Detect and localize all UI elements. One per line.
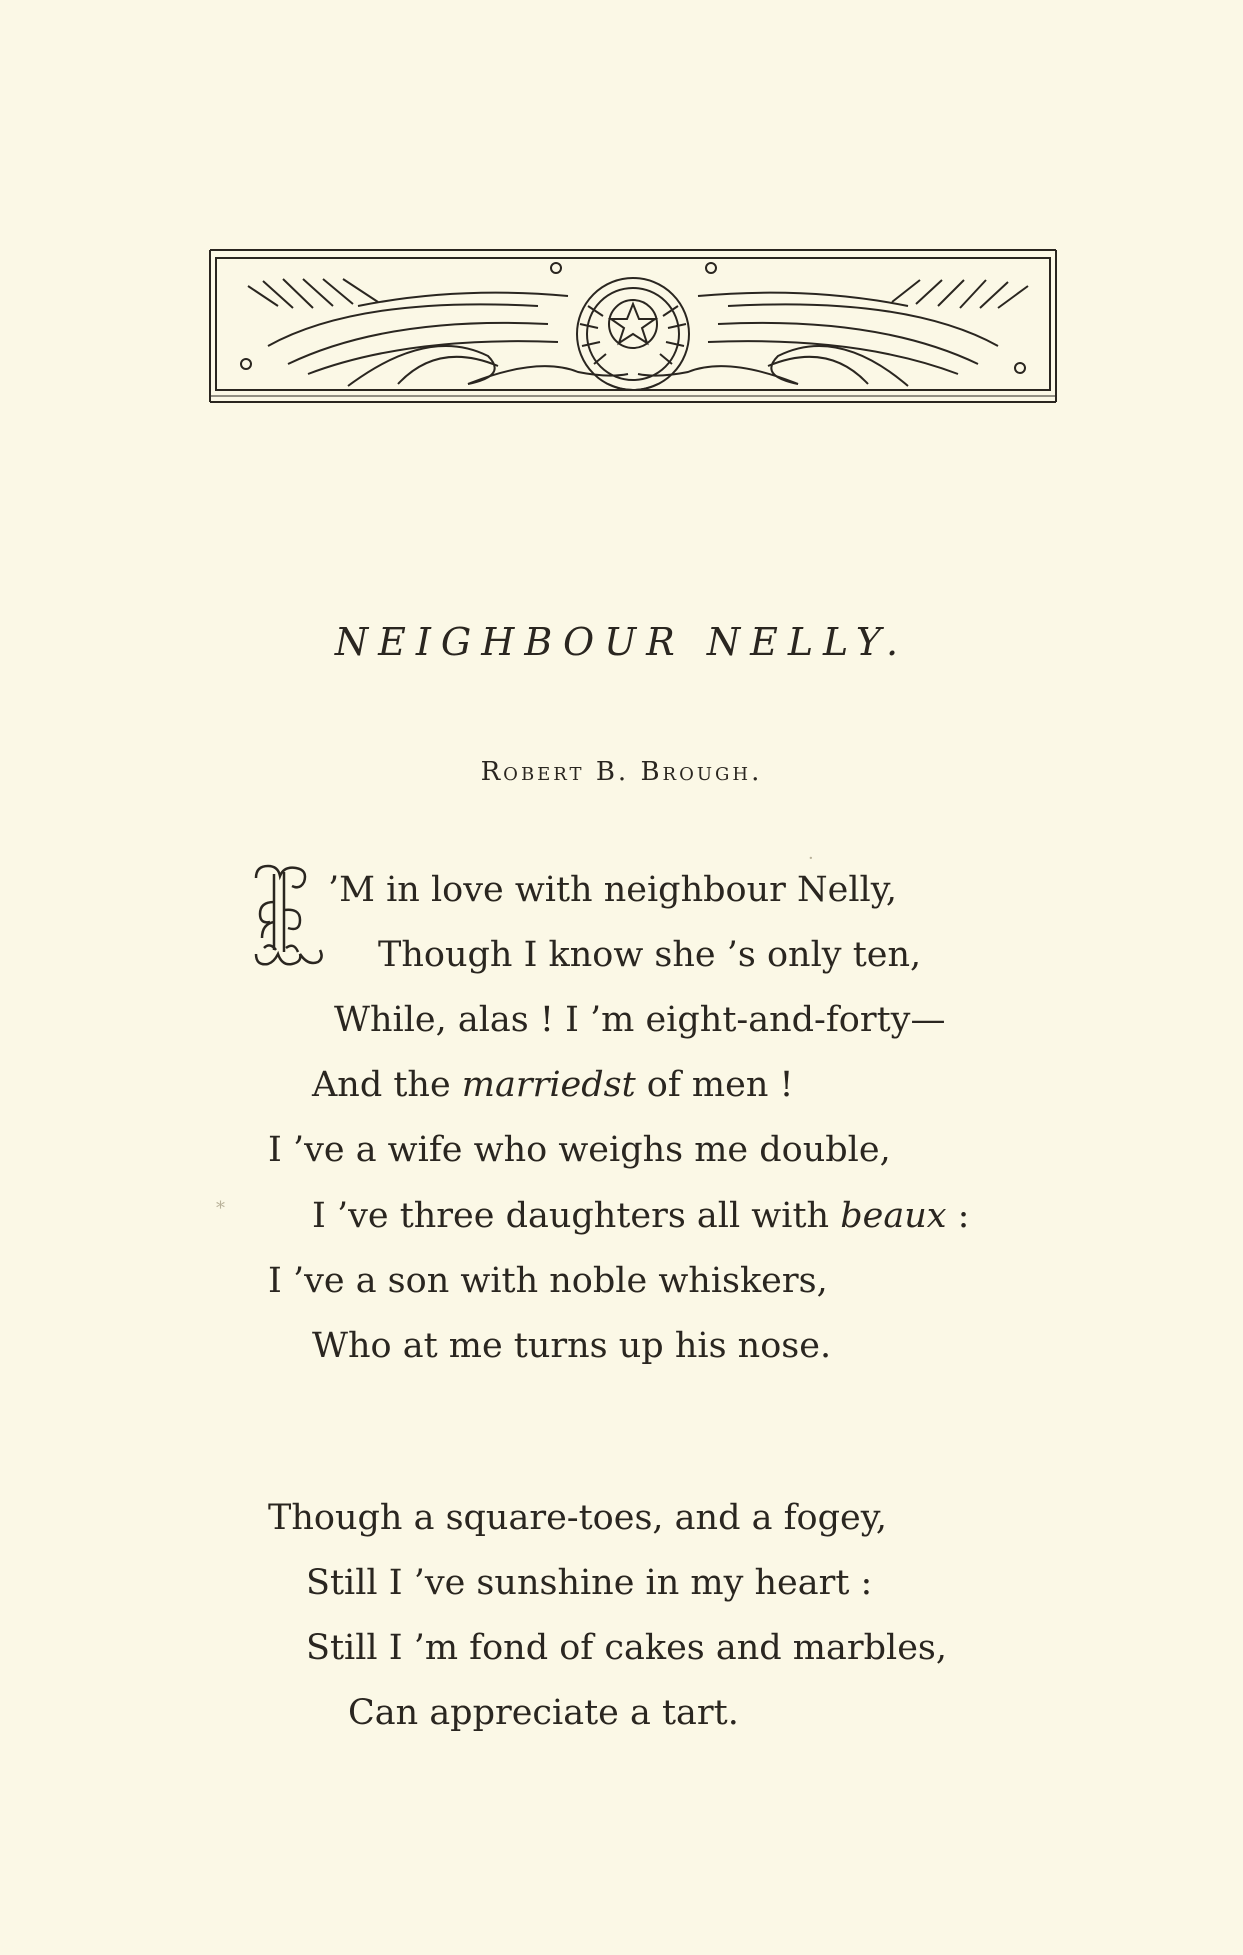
paper-speck: · [808, 848, 814, 869]
stanza2-line-3: Still I ’m fond of cakes and marbles, [306, 1628, 947, 1668]
poem-title: NEIGHBOUR NELLY. [334, 620, 909, 664]
stanza2-line-4: Can appreciate a tart. [348, 1693, 739, 1733]
line-text-after: : [946, 1196, 970, 1236]
line-text-italic: beaux [840, 1196, 947, 1236]
poem-author: Robert B. Brough. [480, 757, 763, 787]
line-text-italic: marriedst [461, 1065, 636, 1105]
stanza1-line-7: I ’ve a son with noble whiskers, [268, 1261, 828, 1301]
stanza1-line-5: I ’ve a wife who weighs me double, [268, 1130, 891, 1170]
line-text-before: I ’ve three daughters all with [312, 1196, 841, 1236]
stanza1-line-2: Though I know she ’s only ten, [378, 935, 922, 975]
paper-speck: * [216, 1198, 225, 1219]
stanza2-line-2: Still I ’ve sunshine in my heart : [306, 1563, 873, 1603]
stanza1-line-3: While, alas ! I ’m eight-and-forty— [334, 1000, 946, 1040]
stanza1-line-1: ’M in love with neighbour Nelly, [328, 870, 897, 910]
stanza1-line-8: Who at me turns up his nose. [312, 1326, 832, 1366]
line-text-after: of men ! [635, 1065, 794, 1105]
stanza1-line-4 [312, 1065, 794, 1105]
line-text-before: And the [312, 1065, 462, 1105]
dropcap-ornament [252, 862, 324, 968]
stanza2-line-1: Though a square-toes, and a fogey, [268, 1498, 887, 1538]
stanza1-line-6 [312, 1196, 969, 1236]
headpiece-ornament [208, 246, 1058, 406]
